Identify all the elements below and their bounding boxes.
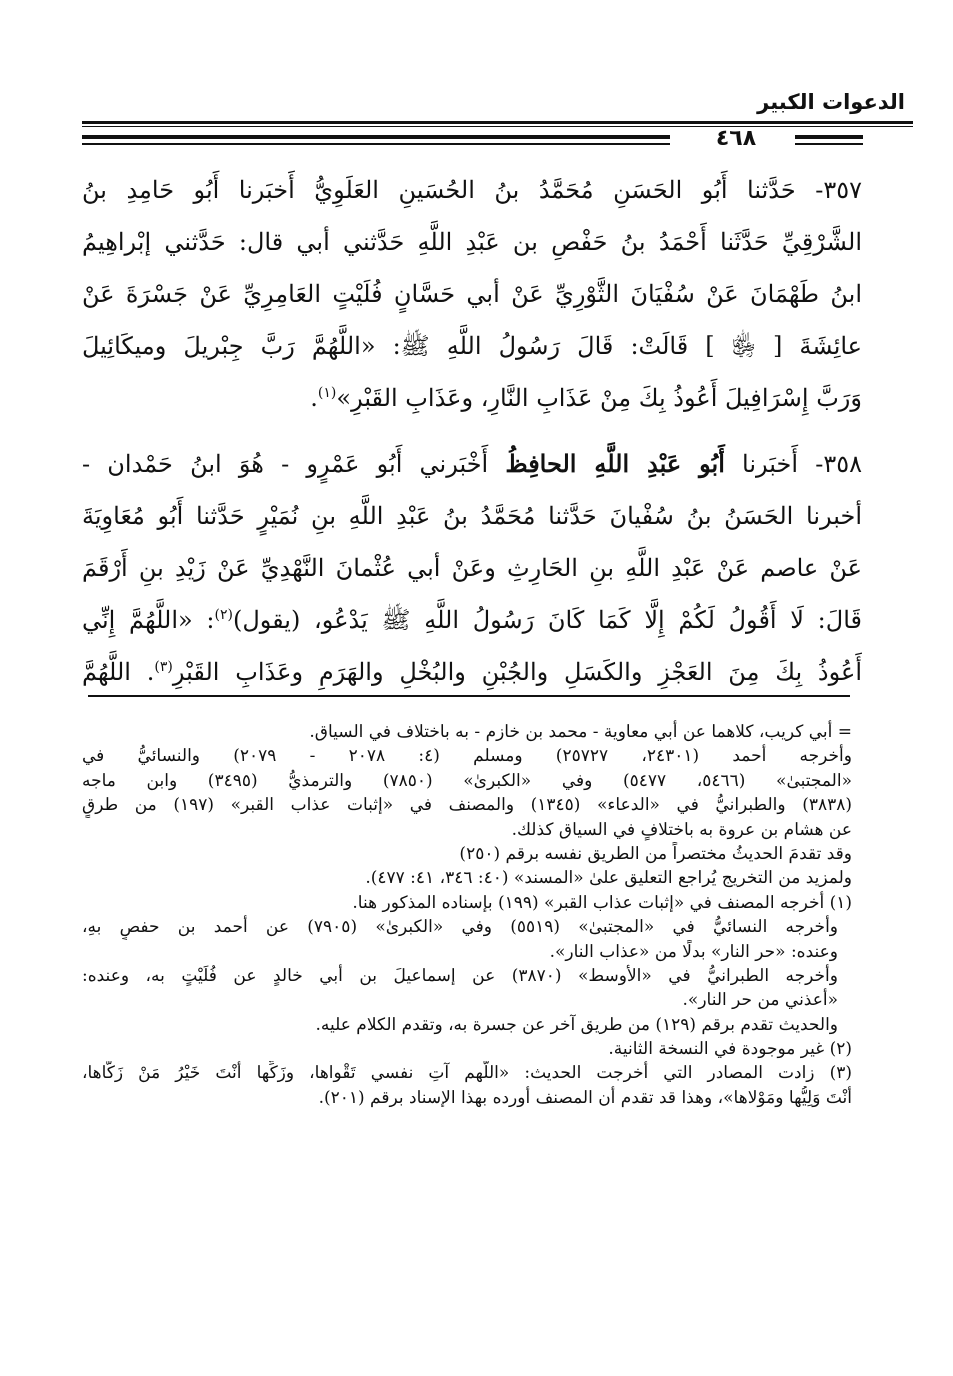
footnote-ref-2: (٢) <box>214 607 233 623</box>
text-line <box>82 438 862 490</box>
footnote-line: والحديث تقدم برقم (١٢٩) من طريق آخر عن جسرة به، وتقدم الكلام عليه. <box>315 1014 838 1035</box>
line-text: : «اللَّهُمَّ إِنِّي <box>82 606 215 634</box>
line-text: وَرَبَّ إِسْرَافِيلَ أَعُوذُ بِكَ مِنْ عَذَابِ النَّارِ، وعَذَابِ القَبْرِ» <box>336 384 862 412</box>
footnote-line: = أبي كريب، كلاهما عن أبي معاوية - محمد بن خازم - به باختلاف في السياق. <box>309 722 852 742</box>
footnote-line: (١) أخرجه المصنف في «إثبات عذاب القبر» (١٩٩) بإسناده المذكور هنا. <box>352 892 852 913</box>
footnote-line: (٣٨٣٨) والطبرانيُّ في «الدعاء» (١٣٤٥) والمصنف في «إثبات عذاب القبر» (١٩٧) من طرقٍ <box>82 795 852 816</box>
text-line: عَنْ عاصم عَنْ عَبْدِ اللَّهِ بنِ الحَارِثِ وعَنْ أبي عُثْمانَ النَّهْدِيِّ عَنْ زَيْدِ بنِ أَرْقَمَ <box>82 554 862 582</box>
footnote-line: (٣) زادت المصادر التي أخرجت الحديث: «اللَّهم آتِ نفسي تَقْواها، وزَكِّها أَنْتَ خَيْرُ مَنْ زَكَّاها، <box>82 1063 852 1084</box>
footnote-line: «أعذني من حر النار». <box>682 990 838 1011</box>
footnote-line: عن هشام بن عروة به باختلافٍ في السياق كذلك. <box>511 819 852 840</box>
footnote-ref-3: (٣) <box>154 659 173 675</box>
narrator-name: أَبُو عَبْدِ اللَّهِ الحافِظُ <box>505 449 725 478</box>
text-line: ابنُ طَهْمَانَ عَنْ سُفْيَانَ الثَّوْرِيِّ عَنْ أبي حَسَّانٍ فُلَيْتٍ العَامِرِيِّ عَنْ جَسْرَةَ عَنْ <box>82 280 862 308</box>
text-line <box>82 372 862 424</box>
footnote-line: وعنده: «حر النار» بدلًا من «عذاب النار». <box>549 941 838 962</box>
text-line: الشَّرْقِيِّ حَدَّثَنا أَحْمَدُ بنُ حَفْصِ بن عَبْدِ اللَّهِ حَدَّثني أبي قال: حَدَّثني إبْراهِيمُ <box>82 228 862 256</box>
text-line <box>82 646 862 698</box>
footnote-line: وأخرجه الطبرانيُّ في «الأوسط» (٣٨٧٠) عن إسماعيلَ بن أبي خالدٍ عن فُلَيْتٍ به، وعنده: <box>82 965 838 986</box>
text-line: عائِشَةَ [ ﵂ ] قَالَتْ: قَالَ رَسُولُ اللَّهِ ﷺ: «اللَّهُمَّ رَبَّ جِبْريلَ وميكَائِيلَ <box>82 332 862 360</box>
line-text: أَخْبَرني أَبُو عَمْرٍو - هُوَ ابنُ حَمْدان - <box>82 450 506 478</box>
line-end: . <box>310 384 318 412</box>
hadith-358 <box>82 438 862 698</box>
footnote-line: أَنْتَ وَلِيُّها ومَوْلاها»، وهذا قد تقدم أن المصنف أورده بهذا الإسناد برقم (٢٠١). <box>318 1087 852 1108</box>
footnote-ref-1: (١) <box>317 385 337 401</box>
page-number: ٤٦٨ <box>715 126 757 151</box>
ornament-rule-right-thin <box>795 143 863 145</box>
main-text <box>82 164 862 698</box>
footnote-separator <box>88 695 850 697</box>
line-text: . اللَّهُمَّ <box>82 658 155 686</box>
hadith-number: ٣٥٨- أَخبَرنا <box>724 450 862 478</box>
header-rule-thin <box>82 126 913 127</box>
footnote-line: ولمزيد من التخريج يُراجع التعليق علىٰ «المسند» (٤٠: ٣٤٦، ٤١: ٤٧٧). <box>365 868 852 889</box>
running-head-title: الدعوات الكبير <box>757 90 905 114</box>
footnote-line: وقد تقدمَ الحديثُ مختصراً من الطريق نفسه برقم (٢٥٠) <box>459 843 852 864</box>
footnotes <box>82 720 852 1110</box>
footnote-line: «المجتبىٰ» (٥٤٦٦، ٥٤٧٧) وفي «الكبرىٰ» (٧٨٥٠) والترمذيُّ (٣٤٩٥) وابن ماجه <box>82 770 852 791</box>
header-rule <box>82 121 913 124</box>
hadith-357 <box>82 164 862 424</box>
line-text: أَعُوذُ بِكَ مِنَ العَجْزِ والكَسَلِ والجُبْنِ والبُخْلِ والهَرَمِ وعَذَابِ القَبْرِ <box>172 658 862 686</box>
text-line: ٣٥٧- حَدَّثنا أَبُو الحَسَنِ مُحَمَّدُ بنُ الحُسَينِ العَلَوِيُّ أَخبَرنا أَبُو حَامِدِ بنُ <box>82 176 862 204</box>
line-text: قَالَ: لَا أَقُولُ لَكُمْ إِلَّا كَمَا كَانَ رَسُولُ اللَّهِ ﷺ يَدْعُو، (يقول) <box>232 606 862 634</box>
ornament-rule-left <box>82 135 670 139</box>
text-line <box>82 594 862 646</box>
footnote-line: وأخرجه أحمد (٢٤٣٠١، ٢٥٧٢٧) ومسلم (٤: ٢٠٧٨ - ٢٠٧٩) والنسائيُّ في <box>82 746 852 767</box>
text-line: أخبرنا الحَسَنُ بنُ سُفْيانَ حَدَّثنا مُحَمَّدُ بنُ عَبْدِ اللَّهِ بنِ نُمَيْرٍ حَدَّثنا أَبُو مُعَاوِيَةَ <box>82 502 862 530</box>
footnote-line: وأخرجه النسائيُّ في «المجتبىٰ» (٥٥١٩) وفي «الكبرىٰ» (٧٩٠٥) عن أحمد بن حفصٍ بهِ، <box>82 917 838 938</box>
ornament-rule-right <box>795 135 863 139</box>
footnote-line: (٢) غير موجودة في النسخة الثانية. <box>608 1039 852 1060</box>
ornament-rule-left-thin <box>82 143 670 145</box>
